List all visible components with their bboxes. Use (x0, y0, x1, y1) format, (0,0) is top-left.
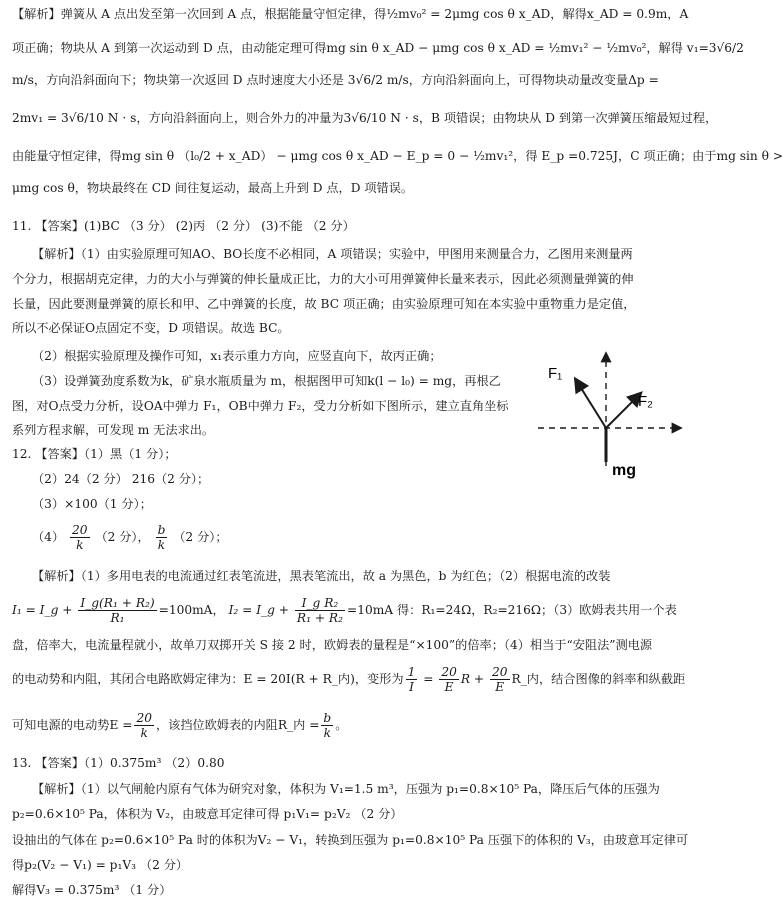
text-line: p₂=0.6×10⁵ Pa，体积为 V₂，由玻意耳定律可得 p₁V₁= p₂V₂ （2 分） (12, 807, 403, 821)
text-line: 系列方程求解，可发现 m 无法求出。 (12, 423, 215, 437)
text-line: （3）×100（1 分）； (32, 497, 152, 511)
answer-heading-12: 12. 【答案】（1）黑（1 分）； (12, 447, 177, 461)
force-diagram (538, 350, 688, 480)
text-line: （2）24（2 分） 216（2 分）； (32, 472, 210, 486)
text-line: 盘，倍率大，电流量程就小，故单刀双掷开关 S 接 2 时，欧姆表的量程是“×100”的倍率；（4）相当于“安阻法”测电源 (12, 638, 653, 652)
answer-heading-11: 11. 【答案】(1)BC （3 分） (2)丙 （2 分） (3)不能 （2 分） (12, 219, 355, 233)
text-line: 【解析】（1）以气闸舱内原有气体为研究对象，体积为 V₁=1.5 m³，压强为 p₁=0.8×10⁵ Pa，降压后气体的压强为 (32, 782, 660, 796)
text-line: 设抽出的气体在 p₂=0.6×10⁵ Pa 时的体积为V₂ − V₁，转换到压强为 p₁=0.8×10⁵ Pa 压强下的体积的 V₃，由玻意耳定律可 (12, 833, 689, 847)
answer-heading-13: 13. 【答案】（1）0.375m³ （2）0.80 (12, 756, 225, 770)
text-line: 得p₂(V₂ − V₁) = p₁V₃ （2 分） (12, 858, 189, 872)
text-line: 图，对O点受力分析，设OA中弹力 F₁，OB中弹力 F₂，受力分析如下图所示，建立直角坐标 (12, 399, 509, 413)
text-line: （2）根据实验原理及操作可知，x₁表示重力方向，应竖直向下，故丙正确； (32, 349, 442, 363)
text-line: （4） $\frac{20}{k}$ （2 分）， $\frac{b}{k}$ （2 分）； (32, 523, 228, 552)
text-line: m/s，方向沿斜面向下；物块第一次返回 D 点时速度大小还是 3√6/2 m/s，方向沿斜面向上，可得物块动量改变量Δp = (12, 73, 659, 87)
text-line: 项正确；物块从 A 到第一次运动到 D 点，由动能定理可得mg sin θ x_AD − μmg cos θ x_AD = ½mv₁² − ½mv₀²，解得 v₁=3√6/2 (12, 41, 744, 55)
text-line: 长量，因此要测量弹簧的原长和甲、乙中弹簧的长度，故 BC 项正确；由实验原理可知在本实验中重物重力是定值， (12, 297, 636, 311)
text-line: 由能量守恒定律，得mg sin θ （l₀/2 + x_AD） − μmg cos θ x_AD − E_p = 0 − ½mv₁²，得 E_p =0.725J，C 项正确；由于mg sin θ > (12, 149, 783, 163)
text-line: 个分力，根据胡克定律，力的大小与弹簧的伸长量成正比，力的大小可用弹簧伸长量来表示，因此必须测量弹簧的伸 (12, 272, 634, 286)
text-line: （3）设弹簧劲度系数为k，矿泉水瓶质量为 m，根据图甲可知k(l − l₀) = mg，再根乙 (32, 374, 501, 388)
mg-label: mg (612, 462, 636, 479)
f2-label: F₂ (638, 393, 653, 410)
text-line: 可知电源的电动势E = $\frac{20}{k}$ ，该挡位欧姆表的内阻R_内 = $\frac{b}{k}$ 。 (12, 711, 348, 740)
f2-arrow (606, 394, 640, 428)
text-line: 解得V₃ = 0.375m³ （1 分） (12, 883, 172, 897)
text-line: 【解析】弹簧从 A 点出发至第一次回到 A 点，根据能量守恒定律，得½mv₀² = 2μmg cos θ x_AD，解得x_AD = 0.9m，A (12, 7, 689, 21)
text-line: 2mv₁ = 3√6/10 N · s，方向沿斜面向上，则合外力的冲量为3√6/10 N · s，B 项错误；由物块从 D 到第一次弹簧压缩最短过程， (12, 111, 718, 125)
text-line: 的电动势和内阻，其闭合电路欧姆定律为：E = 20I(R + R_内)，变形为 $\frac{1}{I}$ = $\frac{20}{E}$ R + $\frac{20}{E}$ R_内，结合图像的斜率和纵截距 (12, 665, 686, 694)
text-line: μmg cos θ，物块最终在 CD 间往复运动，最高上升到 D 点，D 项错误。 (12, 181, 414, 195)
text-line: 所以不必保证O点固定不变，D 项错误。故选 BC。 (12, 321, 290, 335)
f1-arrow (576, 380, 606, 428)
f1-label: F₁ (548, 365, 563, 382)
text-line: 【解析】（1）多用电表的电流通过红表笔流进，黑表笔流出，故 a 为黑色，b 为红色；（2）根据电流的改装 (32, 569, 611, 583)
text-line: I₁ = I_g + $\frac{\text{I\_g(R₁ + R₂)}}{\text{R₁}}$ =100mA， I₂ = I_g + $\frac{\text{I\_g R₂}}{\text{R₁ + R₂}}$ =10mA 得：R₁=24Ω，R₂=216Ω；（3）欧姆表共用一个表 (12, 596, 677, 625)
text-line: 【解析】（1）由实验原理可知AO、BO长度不必相同，A 项错误；实验中，甲图用来测量合力，乙图用来测量两 (32, 247, 633, 261)
